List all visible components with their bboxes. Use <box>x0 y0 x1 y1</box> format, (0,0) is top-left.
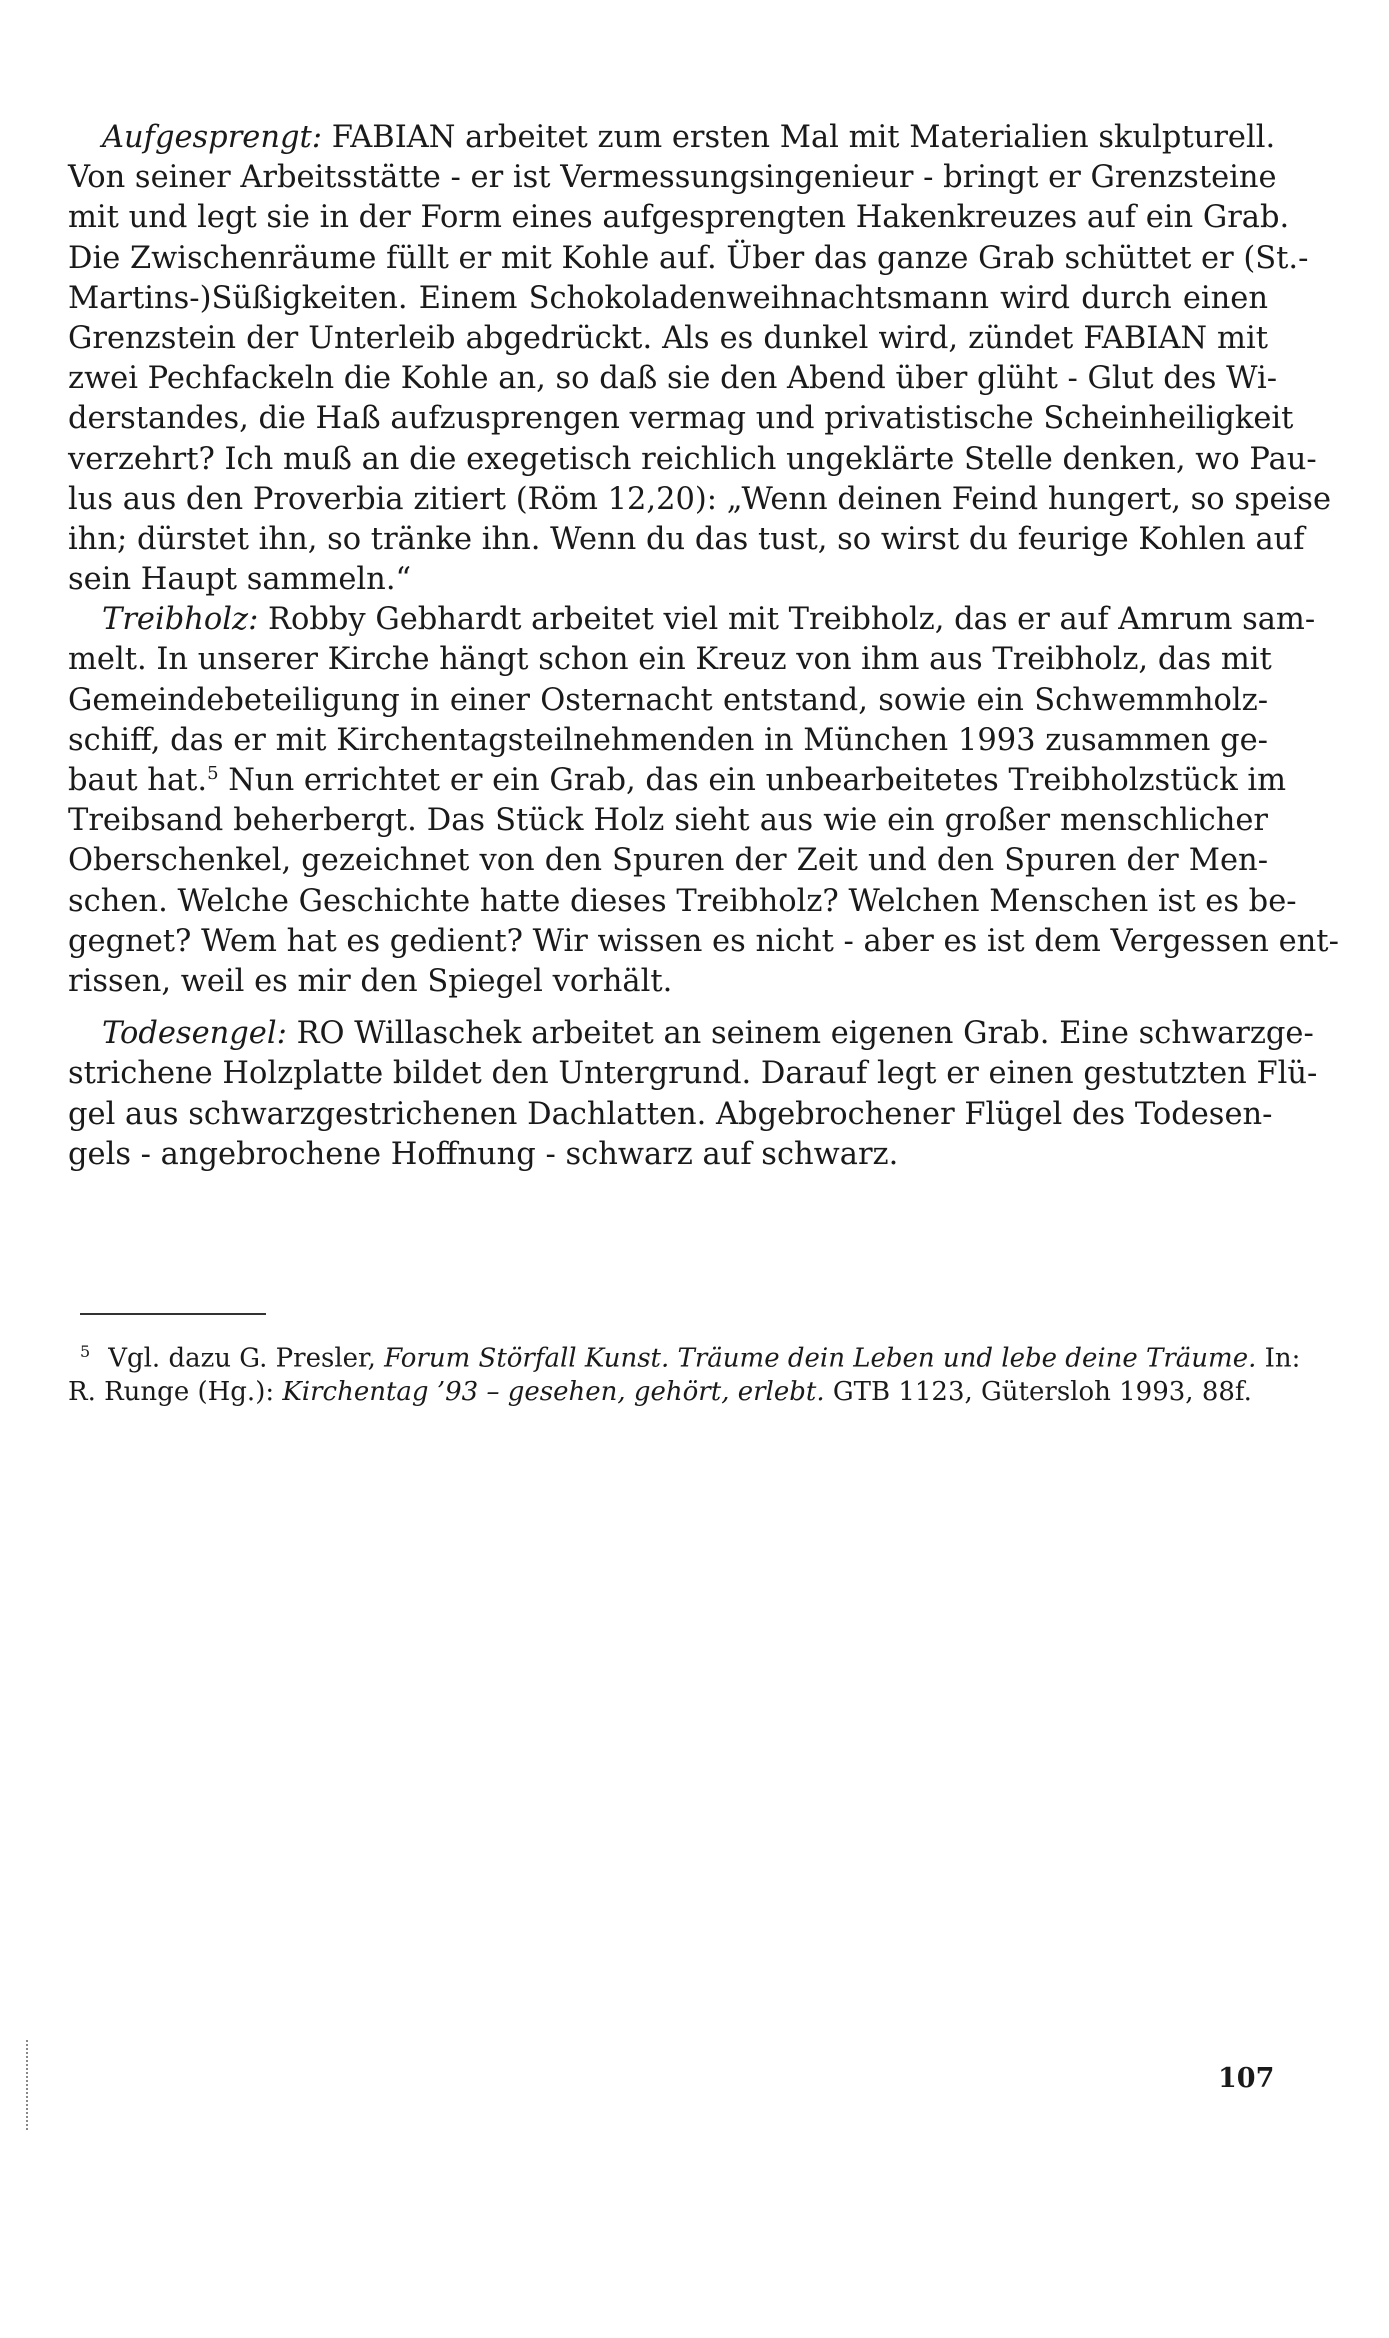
footnote-divider <box>80 1313 266 1315</box>
text-line: gels - angebrochene Hoffnung - schwarz auf schwarz. <box>68 1136 899 1172</box>
main-text <box>68 118 1339 1175</box>
text-line: Die Zwischenräume füllt er mit Kohle auf. Über das ganze Grab schüttet er (St.- <box>68 240 1309 276</box>
footnote-line: R. Runge (Hg.): Kirchentag ’93 – gesehen, gehört, erlebt. GTB 1123, Gütersloh 1993, 88f. <box>68 1377 1252 1408</box>
paragraph-treibholz <box>68 600 1339 1002</box>
paragraph-title: Todesengel: <box>102 1016 287 1052</box>
text-line: Gemeindebeteiligung in einer Osternacht entstand, sowie ein Schwemmholz- <box>68 682 1268 718</box>
footnote-reference[interactable]: 5 <box>207 762 219 784</box>
footnote <box>68 1333 1301 1413</box>
text-line: zwei Pechfackeln die Kohle an, so daß sie den Abend über glüht - Glut des Wi- <box>68 361 1278 397</box>
paragraph-title: Aufgesprengt: <box>102 120 323 155</box>
text-line: Martins-)Süßigkeiten. Einem Schokoladenweihnachtsmann wird durch einen <box>68 280 1268 316</box>
text-line: Treibholz: Robby Gebhardt arbeitet viel mit Treibholz, das er auf Amrum sam- <box>102 602 1316 638</box>
text-line: baut hat.$^5$ Nun errichtet er ein Grab, das ein unbearbeitetes Treibholzstück im <box>68 762 1287 798</box>
text-line: melt. In unserer Kirche hängt schon ein Kreuz von ihm aus Treibholz, das mit <box>68 642 1272 678</box>
scan-margin-dots <box>26 2040 32 2130</box>
text-line: Grenzstein der Unterleib abgedrückt. Als es dunkel wird, zündet FABIAN mit <box>68 320 1268 356</box>
paragraph-todesengel <box>68 1014 1318 1175</box>
text-line: ihn; dürstet ihn, so tränke ihn. Wenn du das tust, so wirst du feurige Kohlen auf <box>68 521 1305 557</box>
footnote-marker: 5 <box>80 1342 91 1361</box>
text-line: schen. Welche Geschichte hatte dieses Treibholz? Welchen Menschen ist es be- <box>68 883 1297 919</box>
text-line: Treibsand beherbergt. Das Stück Holz sieht aus wie ein großer menschlicher <box>68 803 1268 839</box>
text-line: mit und legt sie in der Form eines aufgesprengten Hakenkreuzes auf ein Grab. <box>68 200 1290 236</box>
footnote-title: Kirchentag ’93 – gesehen, gehört, erlebt. <box>282 1377 825 1408</box>
footnote-line: $^5$ Vgl. dazu G. Presler, Forum Störfall Kunst. Träume dein Leben und lebe deine Träume. In: <box>80 1342 1301 1374</box>
text-line: Von seiner Arbeitsstätte - er ist Vermessungsingenieur - bringt er Grenzsteine <box>68 160 1277 196</box>
footnote-title: Forum Störfall Kunst. Träume dein Leben und lebe deine Träume. <box>384 1343 1257 1374</box>
text-line: schiff, das er mit Kirchentagsteilnehmenden in München 1993 zusammen ge- <box>68 722 1268 758</box>
text-line: gegnet? Wem hat es gedient? Wir wissen es nicht - aber es ist dem Vergessen ent- <box>68 923 1339 959</box>
text-line: lus aus den Proverbia zitiert (Röm 12,20): „Wenn deinen Feind hungert, so speise <box>68 481 1332 517</box>
text-line: gel aus schwarzgestrichenen Dachlatten. Abgebrochener Flügel des Todesen- <box>68 1096 1273 1132</box>
text-line: derstandes, die Haß aufzusprengen vermag und privatistische Scheinheiligkeit <box>68 401 1294 437</box>
text-line: rissen, weil es mir den Spiegel vorhält. <box>68 963 673 999</box>
text-line: Todesengel: RO Willaschek arbeitet an seinem eigenen Grab. Eine schwarzge- <box>102 1016 1314 1052</box>
text-line: Aufgesprengt: FABIAN arbeitet zum ersten Mal mit Materialien skulpturell. <box>102 120 1276 155</box>
text-line: sein Haupt sammeln.“ <box>68 562 412 598</box>
paragraph-title: Treibholz: <box>102 602 259 638</box>
text-line: verzehrt? Ich muß an die exegetisch reichlich ungeklärte Stelle denken, wo Pau- <box>68 441 1317 477</box>
paragraph-aufgesprengt <box>68 118 1332 600</box>
text-line: strichene Holzplatte bildet den Untergrund. Darauf legt er einen gestutzten Flü- <box>68 1056 1318 1092</box>
page-number: 107 <box>1218 2063 1275 2094</box>
text-line: Oberschenkel, gezeichnet von den Spuren der Zeit und den Spuren der Men- <box>68 843 1268 879</box>
